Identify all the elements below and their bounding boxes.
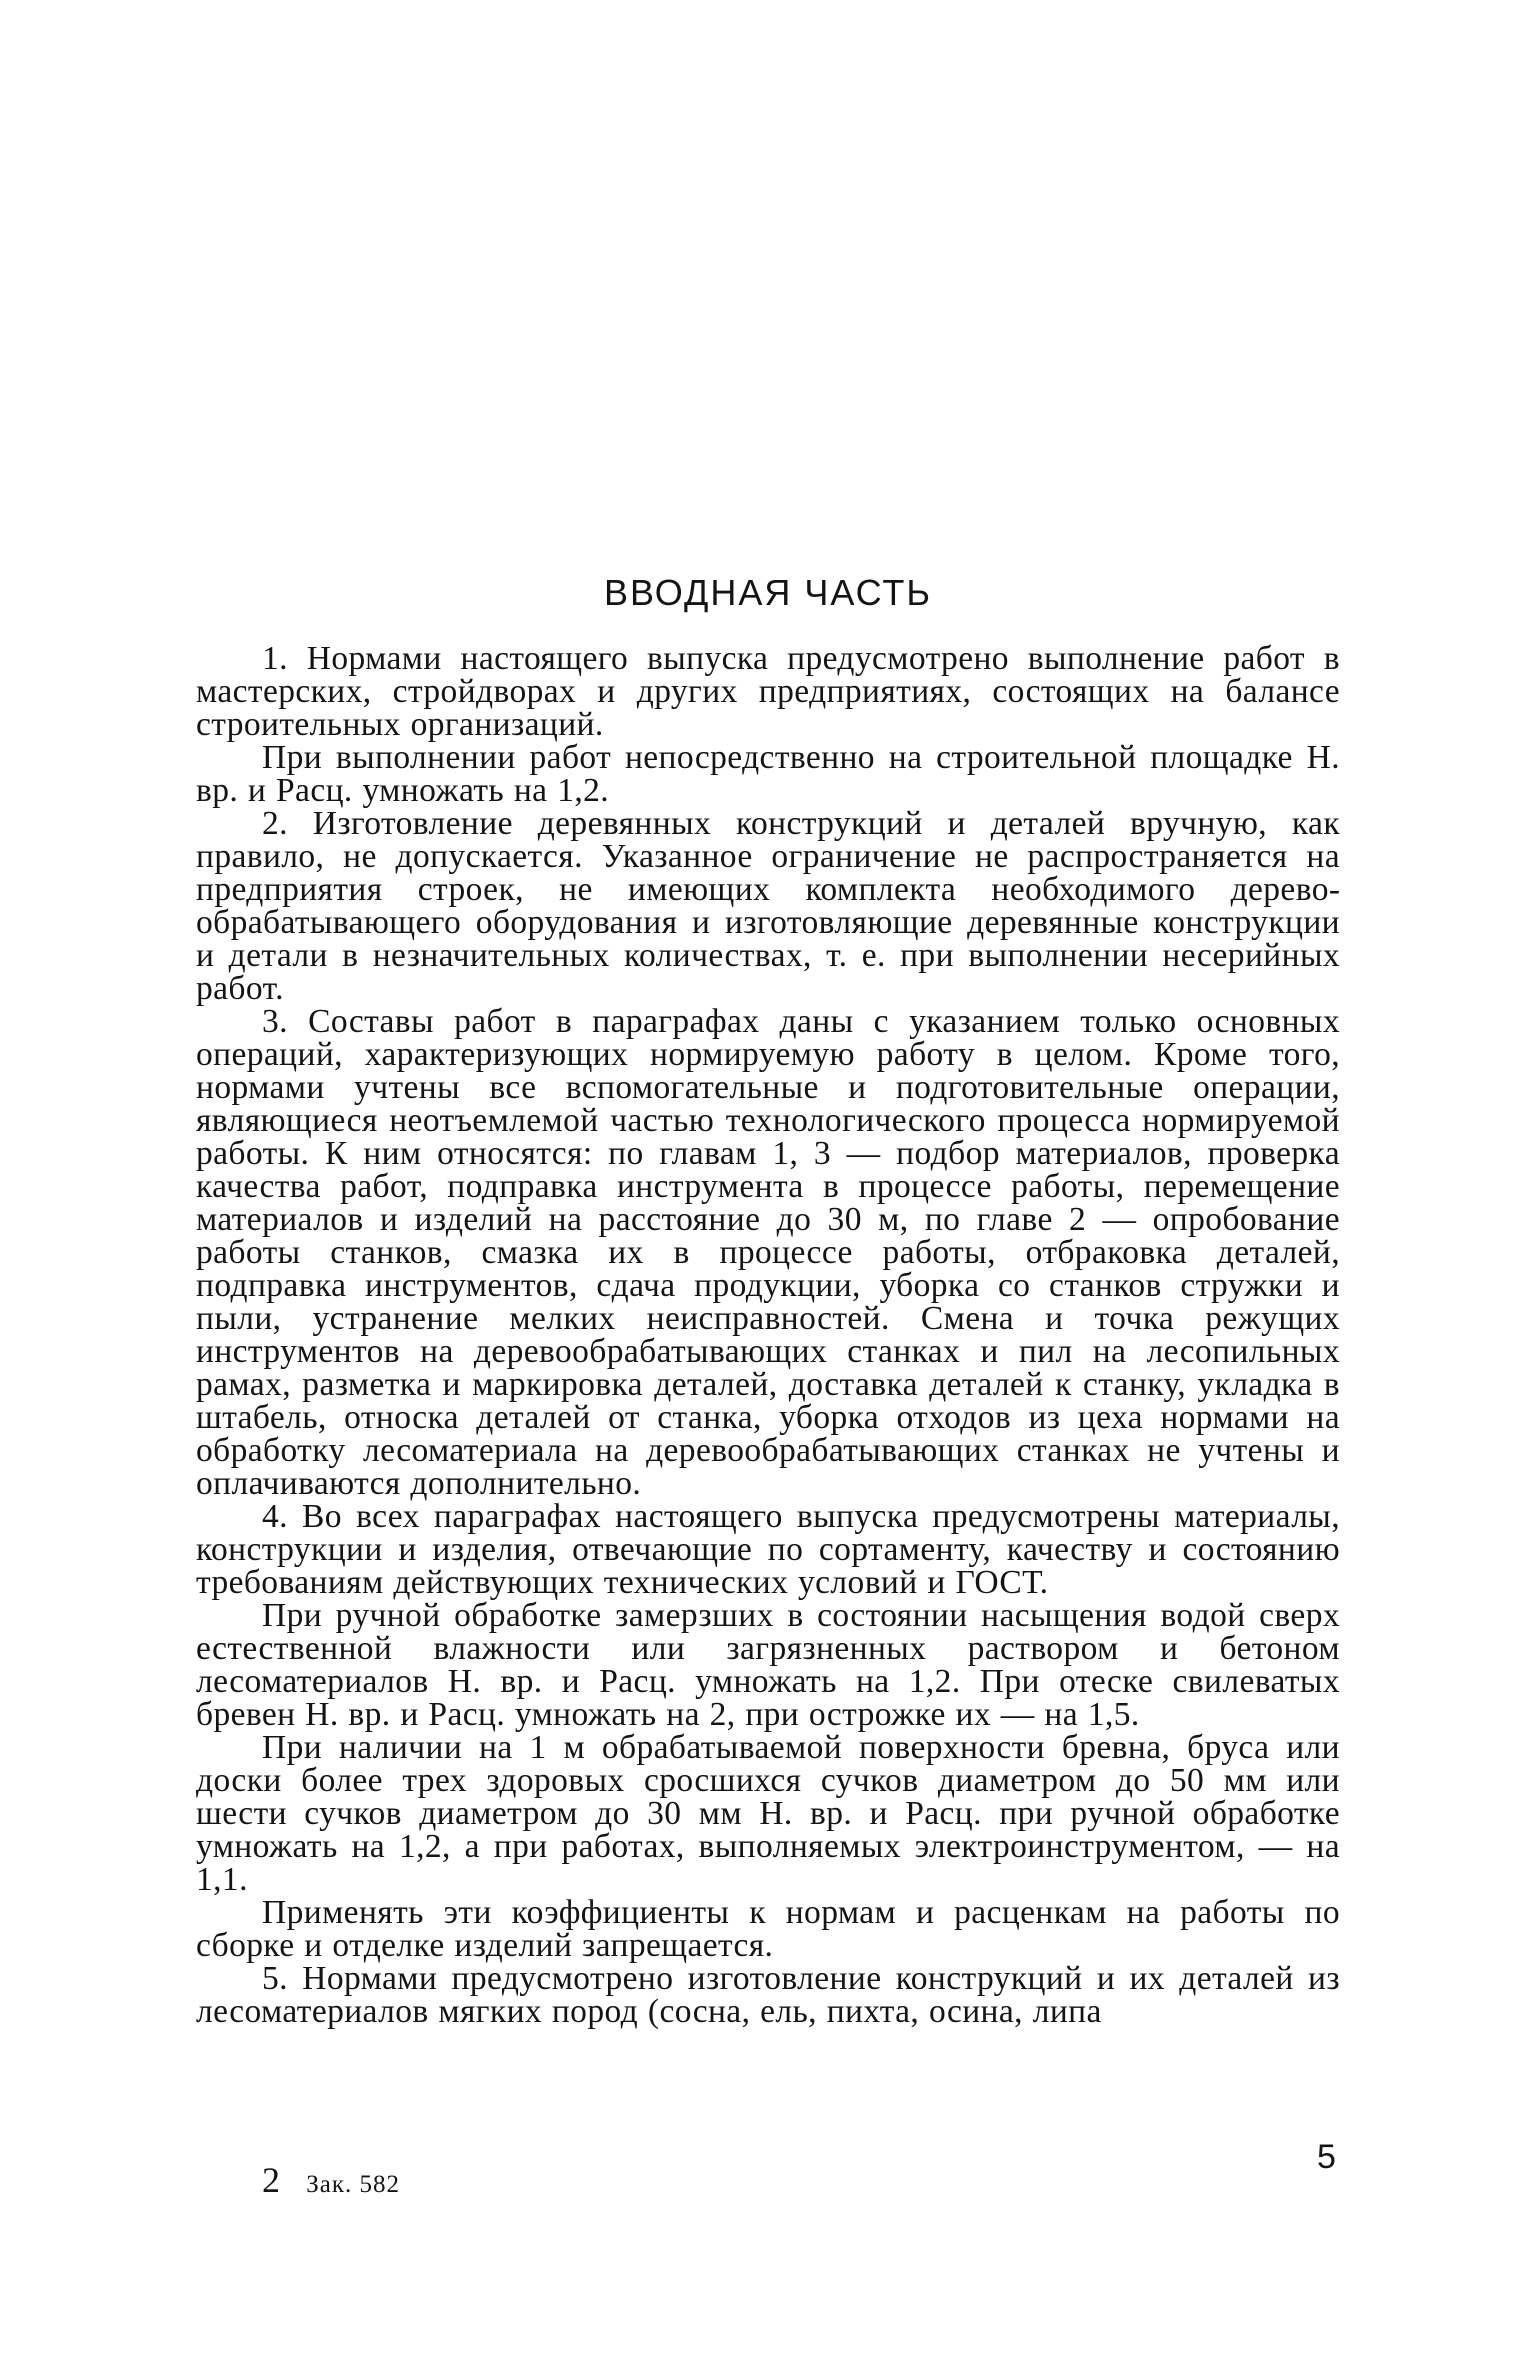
page-number: 5 (1317, 2138, 1336, 2176)
body-text (196, 642, 1340, 2028)
paragraph-2: При выполнении работ непосредственно на строительной площадке Н. вр. и Расц. умножать на 1,2. (196, 739, 1340, 809)
paragraph-1: 1. Нормами настоящего выпуска предусмотрено выполнение работ в мастерских, стройдворах и других предприятиях, состоящих на балансе строительных организаций. (196, 640, 1340, 743)
paragraph-8: Применять эти коэффициенты к нормам и расценкам на работы по сборке и отделке изделий запрещается. (196, 1894, 1340, 1964)
paragraph-7: При наличии на 1 м обрабатываемой поверхности бревна, бруса или доски более трех здоровых сросшихся сучков диаметром до 50 мм или шести сучков диаметром до 30 мм Н. вр. и Расц. при ручной обработке умножать на 1,2, а при работах, выполняемых электроинструментом, — на 1,1. (196, 1729, 1340, 1898)
paragraph-5: 4. Во всех параграфах настоящего выпуска предусмотрены материалы, конструкции и изделия, отвечающие по сортаменту, качеству и состоянию требованиям действующих технических условий и ГОСТ. (196, 1498, 1340, 1601)
paragraph-3: 2. Изготовление деревянных конструкций и деталей вручную, как правило, не допускается. Указанное ограничение не распространяется на предприятия строек, не имеющих комплекта необходимого деревообрабатывающего оборудования и изготовляющие деревянные конструкции и детали в незначительных количествах, т. е. при выполнении несерийных работ. (196, 805, 1340, 1007)
section-heading: ВВОДНАЯ ЧАСТЬ (603, 572, 933, 613)
signature-number: 2 (262, 2160, 280, 2200)
printer-signature (262, 2162, 400, 2199)
paragraph-9: 5. Нормами предусмотрено изготовление конструкций и их деталей из лесоматериалов мягких пород (сосна, ель, пихта, осина, липа (196, 1960, 1340, 2030)
order-number: Зак. 582 (306, 2171, 401, 2198)
paragraph-6: При ручной обработке замерзших в состоянии насыщения водой сверх естественной влажности или загрязненных раствором и бетоном лесоматериалов Н. вр. и Расц. умножать на 1,2. При отеске свилеватых бревен Н. вр. и Расц. умножать на 2, при острожке их — на 1,5. (196, 1597, 1340, 1733)
paragraph-4: 3. Составы работ в параграфах даны с указанием только основных операций, характеризующих нормируемую работу в целом. Кроме того, нормами учтены все вспомогательные и подготовительные операции, являющиеся неотъемлемой частью технологического процесса нормируемой работы. К ним относятся: по главам 1, 3 — подбор материалов, проверка качества работ, подправка инструмента в процессе работы, перемещение материалов и изделий на расстояние до 30 м, по главе 2 — опробование работы станков, смазка их в процессе работы, отбраковка деталей, подправка инструментов, сдача продукции, уборка со станков стружки и пыли, устранение мелких неисправностей. Смена и точка режущих инструментов на деревообрабатывающих станках и пил на лесопильных рамах, разметка и маркировка деталей, доставка деталей к станку, укладка в штабель, относка деталей от станка, уборка отходов из цеха нормами на обработку лесоматериала на деревообрабатывающих станках не учтены и оплачиваются дополнительно. (196, 1003, 1340, 1502)
